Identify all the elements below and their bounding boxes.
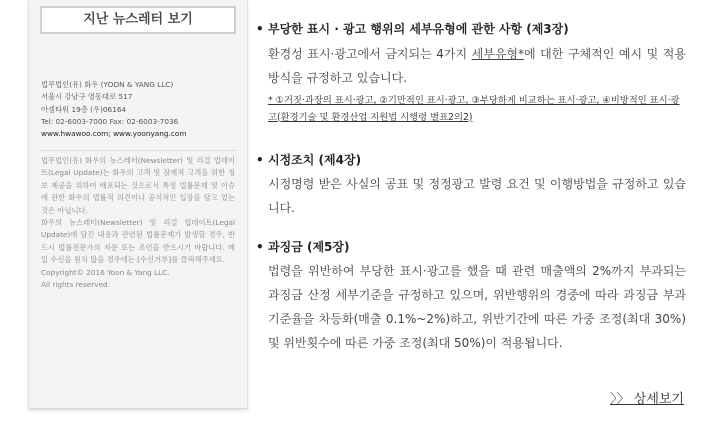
address-line: 서울시 강남구 영동대로 517 — [41, 92, 133, 102]
subtype-footnote-link[interactable]: 세부유형* — [471, 47, 525, 61]
bullet-icon: • — [256, 240, 264, 254]
disclaimer-paragraph: 화우의 뉴스레터(Newsletter) 및 리걸 업데이트(Legal Update)에 담긴 내용과 관련된 법률문제가 발생할 경우, 반드시 법률전문가의 자문 또는 조언을 받으시기 바랍니다. 메일 수신을 원치 않을 경우에는 [수신거부]를 클릭해주세요. — [41, 218, 235, 265]
body-text: 환경성 표시·광고에서 금지되는 4가지 — [268, 47, 472, 61]
section-title-text: 부당한 표시 · 광고 행위의 세부유형에 관한 사항 (제3장) — [268, 22, 569, 36]
body-text: 에 대한 구체적인 예시 및 적용방식을 규정하고 있습니다. — [268, 47, 686, 85]
address-line: 아셈타워 19층 (우)06164 — [41, 104, 127, 114]
subtype-footnote: * ①거짓·과장의 표시·광고, ②기만적인 표시·광고, ③부당하게 비교하는 표시·광고, ④비방적인 표시·광고(환경기술 및 환경산업 지원법 시행령 별표2의2) — [268, 95, 680, 123]
past-newsletters-button[interactable]: 지난 뉴스레터 보기 — [40, 6, 236, 34]
phone-fax-line: Tel: 02-6003-7000 Fax: 02-6003-7036 — [41, 116, 179, 126]
section-title-corrective-measures — [256, 151, 361, 168]
sidebar-divider — [41, 150, 235, 151]
section-title-text: 과징금 (제5장) — [268, 240, 350, 254]
view-details-link[interactable]: 〉〉 상세보기 — [610, 392, 684, 407]
section-title-misleading-ads — [256, 20, 569, 37]
website-links[interactable]: www.hwawoo.com; www.yoonyang.com — [41, 129, 187, 139]
rights-reserved: All rights reserved. — [41, 280, 111, 290]
disclaimer — [41, 155, 235, 291]
section-body-penalty: 법령을 위반하여 부당한 표시·광고를 했을 때 관련 매출액의 2%까지 부과되는 과징금 산정 세부기준을 규정하고 있으며, 위반행위의 경중에 따라 과징금 부과기준율을 차등화(매출 0.1%~2%)하고, 위반기간에 따른 가중 조정(최대 30%) 및 위반횟수에 따른 가중 조정(최대 50%)이 적용됩니다. — [268, 264, 686, 350]
bullet-icon: • — [256, 153, 264, 167]
firm-address — [41, 79, 241, 140]
copyright: Copyright© 2016 Yoon & Yang LLC. — [41, 267, 170, 277]
section-title-penalty — [256, 238, 349, 255]
disclaimer-paragraph: 법무법인(유) 화우의 뉴스레터(Newsletter) 및 리걸 업데이트(Legal Update)는 화우의 고객 및 잠재적 고객을 위한 정보 제공을 위하여 배포되는 것으로서 특정 법률문제 및 이슈에 관한 화우의 법률적 의견이나 공식적인 입장을 담고 있는 것은 아닙니다. — [41, 156, 235, 215]
section-body-corrective-measures: 시정명령 받은 사실의 공표 및 정정광고 발령 요건 및 이행방법을 규정하고 있습니다. — [268, 177, 686, 215]
bullet-icon: • — [256, 22, 264, 36]
section-body-misleading-ads — [268, 42, 686, 90]
section-title-text: 시정조치 (제4장) — [268, 153, 362, 167]
address-line: 법무법인(유) 화우 (YOON & YANG LLC) — [41, 80, 174, 89]
sidebar — [28, 0, 248, 409]
